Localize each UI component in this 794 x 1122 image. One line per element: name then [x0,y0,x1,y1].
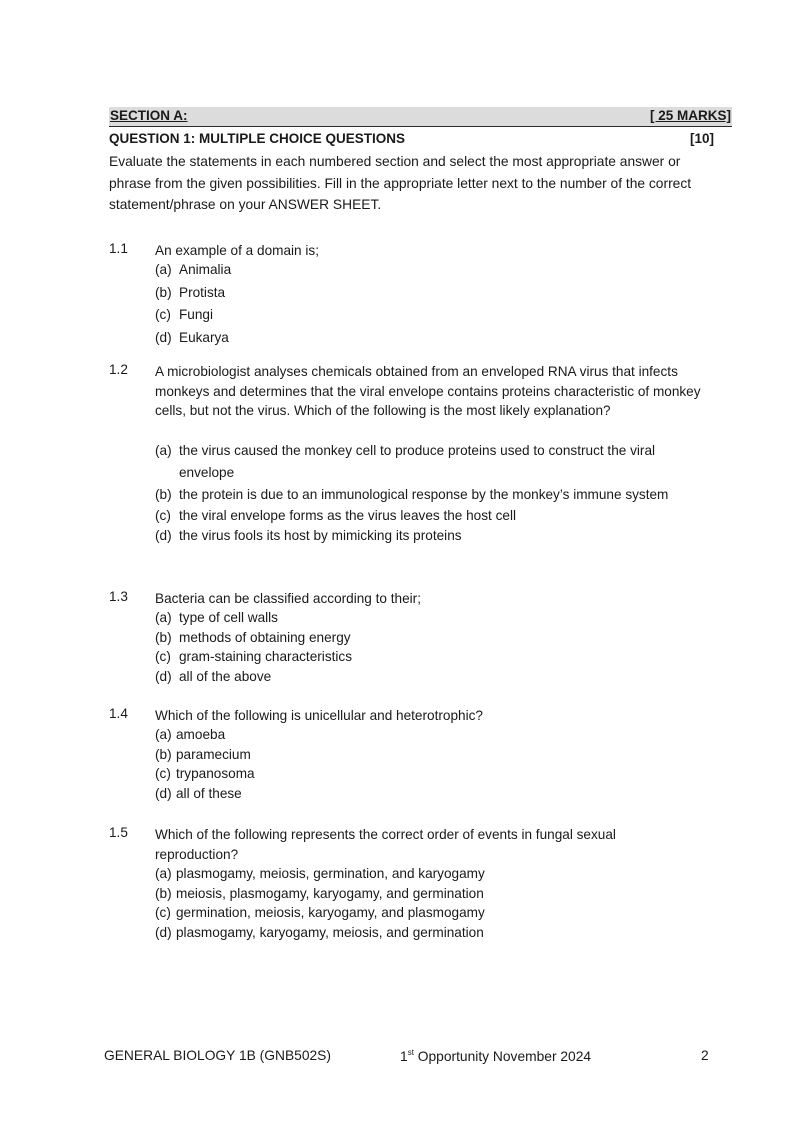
option-a: (a) amoeba [155,727,226,742]
option-a: (a) plasmogamy, meiosis, germination, and karyogamy [155,866,485,881]
section-header-bar [109,107,732,127]
option-b: (b) methods of obtaining energy [155,629,351,645]
question-stem: Bacteria can be classified according to their; [155,591,421,606]
question-number: 1.1 [109,241,128,256]
option-b: (b) meiosis, plasmogamy, karyogamy, and germination [155,885,484,901]
option-d: (d) Eukarya [155,329,229,345]
option-d: (d) all of these [155,785,242,801]
option-c: (c) gram-staining characteristics [155,649,353,664]
question-stem: Which of the following represents the correct order of events in fungal sexual reproduction? [155,827,616,862]
question-stem: An example of a domain is; [155,243,319,258]
question-stem: Which of the following is unicellular and heterotrophic? [155,708,483,723]
question-title: QUESTION 1: MULTIPLE CHOICE QUESTIONS [109,131,406,146]
option-d: (d) plasmogamy, karyogamy, meiosis, and germination [155,924,484,940]
option-list [155,608,715,686]
option-list [155,864,715,942]
option-b: (b) paramecium [155,746,251,762]
option-a: (a) the virus caused the monkey cell to produce proteins used to construct the viral envelope [155,443,656,480]
option-list [155,725,715,803]
option-a: (a) Animalia [155,262,232,277]
option-b: (b) the protein is due to an immunological response by the monkey’s immune system [155,487,669,502]
option-list [155,259,715,349]
question-stem: A microbiologist analyses chemicals obtained from an enveloped RNA virus that infects monkeys and determines that the viral envelope contains proteins characteristic of monkey cells, but not the virus. Which of the following is the most likely explanation? [155,364,701,418]
option-c: (c) germination, meiosis, karyogamy, and plasmogamy [155,905,485,920]
footer-opportunity: 1st Opportunity November 2024 [400,1048,592,1064]
section-label: SECTION A: [110,108,188,123]
instructions-paragraph: Evaluate the statements in each numbered section and select the most appropriate answer or phrase from the given possibilities. Fill in the appropriate letter next to the number of the correct statement/phrase on your ANSWER SHEET. [109,154,692,212]
option-d: (d) the virus fools its host by mimicking its proteins [155,528,462,543]
question-marks: [10] [689,131,714,146]
question-header [109,131,714,146]
footer-course: GENERAL BIOLOGY 1B (GNB502S) [104,1048,331,1063]
question-number: 1.2 [109,362,128,377]
question-number: 1.3 [109,589,128,604]
option-c: (c) the viral envelope forms as the virus leaves the host cell [155,508,516,523]
option-b: (b) Protista [155,284,226,300]
section-marks: [ 25 MARKS] [649,108,731,123]
option-list [155,440,715,546]
option-c: (c) trypanosoma [155,766,255,781]
option-d: (d) all of the above [155,668,272,684]
question-number: 1.4 [109,706,128,721]
option-a: (a) type of cell walls [155,610,278,625]
option-c: (c) Fungi [155,307,214,322]
page-number: 2 [701,1048,709,1063]
question-number: 1.5 [109,825,128,840]
